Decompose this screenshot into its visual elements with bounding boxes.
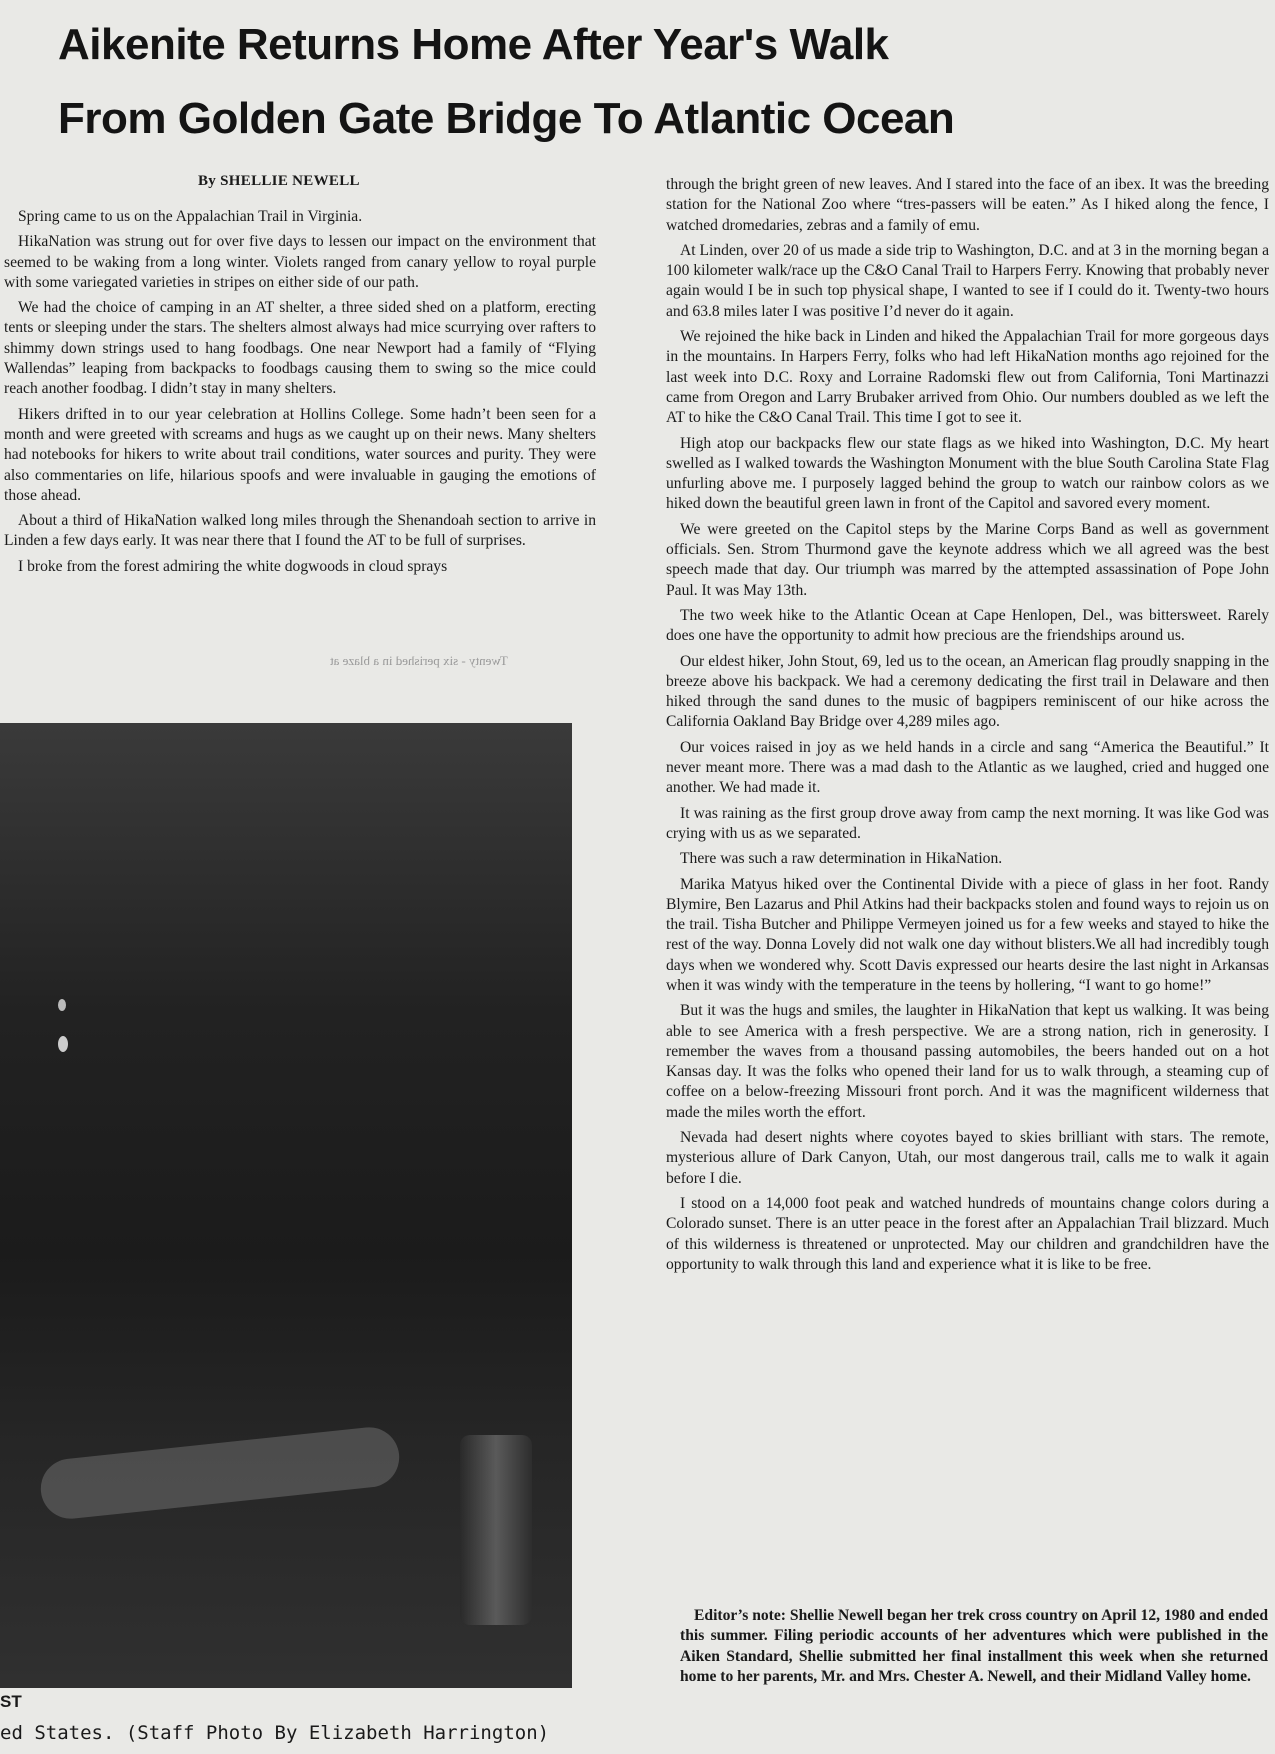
paragraph: Marika Matyus hiked over the Continental Divide with a piece of glass in her foot. Randy Blymire, Ben Lazarus and Phil Atkins had their backpacks stolen and found ways to rejoin us on the trail. Tisha Butcher and Philippe Vermeyen joined us for a few weeks and stayed to hike the rest of the way. Donna Lovely did not walk one day without blisters.We all had incredibly tough days when we wondered why. Scott Davis expressed our hearts desire the last night in Arkansas when it was windy with the temperature in the teens by hollering, “I want to go home!” <box>666 875 1269 994</box>
byline: By SHELLIE NEWELL <box>198 173 360 189</box>
paragraph: Our eldest hiker, John Stout, 69, led us to the ocean, an American flag proudly snapping in the breeze above his backpack. We had a ceremony dedicating the first trail in Delaware and then hiked through the sand dunes to the music of bagpipers reminiscent of our hike across the California Oakland Bay Bridge over 4,289 miles ago. <box>666 652 1269 731</box>
paragraph: HikaNation was strung out for over five days to lessen our impact on the environment that seemed to be waking from a long winter. Violets ranged from canary yellow to royal purple with some variegated varieties in stripes on either side of our path. <box>4 233 596 291</box>
photo-light <box>58 1036 68 1052</box>
photo-object <box>460 1435 532 1625</box>
photo-light <box>58 999 66 1011</box>
left-column <box>4 207 596 582</box>
caption-prefix: ST <box>0 1692 22 1711</box>
paragraph: At Linden, over 20 of us made a side trip to Washington, D.C. and at 3 in the morning began a 100 kilometer walk/race up the C&O Canal Trail to Harpers Ferry. Knowing that probably never again would I be in such top physical shape, I wanted to see if I could do it. Twenty-two hours and 63.8 miles later I was positive I’d never do it again. <box>666 241 1269 320</box>
paragraph: through the bright green of new leaves. And I stared into the face of an ibex. It was the breeding station for the National Zoo where “tres-passers will be eaten.” As I hiked along the fence, I watched dromedaries, zebras and a family of emu. <box>666 176 1269 234</box>
right-column <box>666 175 1269 1280</box>
paragraph: It was raining as the first group drove away from camp the next morning. It was like God was crying with us as we separated. <box>666 804 1269 842</box>
paragraph: I broke from the forest admiring the white dogwoods in cloud sprays <box>18 557 448 575</box>
paragraph: I stood on a 14,000 foot peak and watched hundreds of mountains change colors during a Colorado sunset. There is an utter peace in the forest after an Appalachian Trail blizzard. Much of this wilderness is threatened or unprotected. May our children and grandchildren have the opportunity to walk through this land and experience what it is like to be free. <box>666 1194 1269 1273</box>
paragraph: We rejoined the hike back in Linden and hiked the Appalachian Trail for more gorgeous days in the mountains. In Harpers Ferry, folks who had left HikaNation months ago rejoined for the last week into D.C. Roxy and Lorraine Radomski flew out from California, Toni Martinazzi came from Oregon and Larry Brubaker arrived from Ohio. Our numbers doubled as we left the AT to hike the C&O Canal Trail. This time I got to see it. <box>666 328 1269 427</box>
paragraph: High atop our backpacks flew our state flags as we hiked into Washington, D.C. My heart swelled as I walked towards the Washington Monument with the blue South Carolina State Flag unfurling above me. I purposely lagged behind the group to watch our rainbow colors as we hiked down the beautiful green lawn in front of the Capitol and savored every moment. <box>666 434 1269 513</box>
paragraph: We had the choice of camping in an AT shelter, a three sided shed on a platform, erecting tents or sleeping under the stars. The shelters almost always had mice scurrying over rafters to shimmy down strings used to hang foodbags. One near Newport had a family of “Flying Wallendas” leaping from backpacks to foodbags causing them to swing so the mice could reach another foodbag. I didn’t stay in many shelters. <box>4 299 596 398</box>
paragraph: The two week hike to the Atlantic Ocean at Cape Henlopen, Del., was bittersweet. Rarely does one have the opportunity to admit how precious are the friendships around us. <box>666 606 1269 645</box>
headline-line-1: Aikenite Returns Home After Year's Walk <box>58 20 889 69</box>
paragraph: Spring came to us on the Appalachian Trail in Virginia. <box>18 208 363 225</box>
paragraph: Hikers drifted in to our year celebration at Hollins College. Some hadn’t been seen for a month and were greeted with screams and hugs as we caught up on their news. Many shelters had notebooks for hikers to write about trail conditions, water sources and purity. They were also commentaries on life, hilarious spoofs and were invaluable in gauging the emotions of those ahead. <box>4 405 596 504</box>
paragraph: There was such a raw determination in HikaNation. <box>680 850 1003 868</box>
staff-photo <box>0 723 572 1688</box>
paragraph: Nevada had desert nights where coyotes bayed to skies brilliant with stars. The remote, mysterious allure of Dark Canyon, Utah, our most dangerous trail, calls me to walk it again before I die. <box>666 1129 1269 1187</box>
photo-highlight <box>38 1424 402 1521</box>
photo-caption: ed States. (Staff Photo By Elizabeth Harrington) <box>0 1722 550 1744</box>
editor-note: Editor’s note: Shellie Newell began her trek cross country on April 12, 1980 and ended this summer. Filing periodic accounts of her adventures which were published in the Aiken Standard, Shellie submitted her final installment this week when she returned home to her parents, Mr. and Mrs. Chester A. Newell, and their Midland Valley home. <box>680 1607 1268 1685</box>
paragraph: We were greeted on the Capitol steps by the Marine Corps Band as well as government officials. Sen. Strom Thurmond gave the keynote address which we all agreed was the best speech made that day. Our triumph was marred by the attempted assassination of Pope John Paul. It was May 13th. <box>666 520 1269 599</box>
bleed-through-text: Twenty - six perished in a blaze at <box>330 653 508 668</box>
paragraph: Our voices raised in joy as we held hands in a circle and sang “America the Beautiful.” It never meant more. There was a mad dash to the Atlantic as we laughed, cried and hugged one another. We had made it. <box>666 738 1269 797</box>
headline-line-2: From Golden Gate Bridge To Atlantic Ocean <box>58 94 955 143</box>
paragraph: About a third of HikaNation walked long miles through the Shenandoah section to arrive in Linden a few days early. It was near there that I found the AT to be full of surprises. <box>4 512 596 550</box>
paragraph: But it was the hugs and smiles, the laughter in HikaNation that kept us walking. It was being able to see America with a fresh perspective. We are a strong nation, rich in generosity. I remember the waves from a thousand passing automobiles, the beers handed out on a hot Kansas day. It was the folks who opened their land for us to walk through, a steaming cup of coffee on a below-freezing Missouri front porch. And it was the magnificent wilderness that made the miles worth the effort. <box>666 1002 1269 1121</box>
headline <box>58 8 1258 156</box>
